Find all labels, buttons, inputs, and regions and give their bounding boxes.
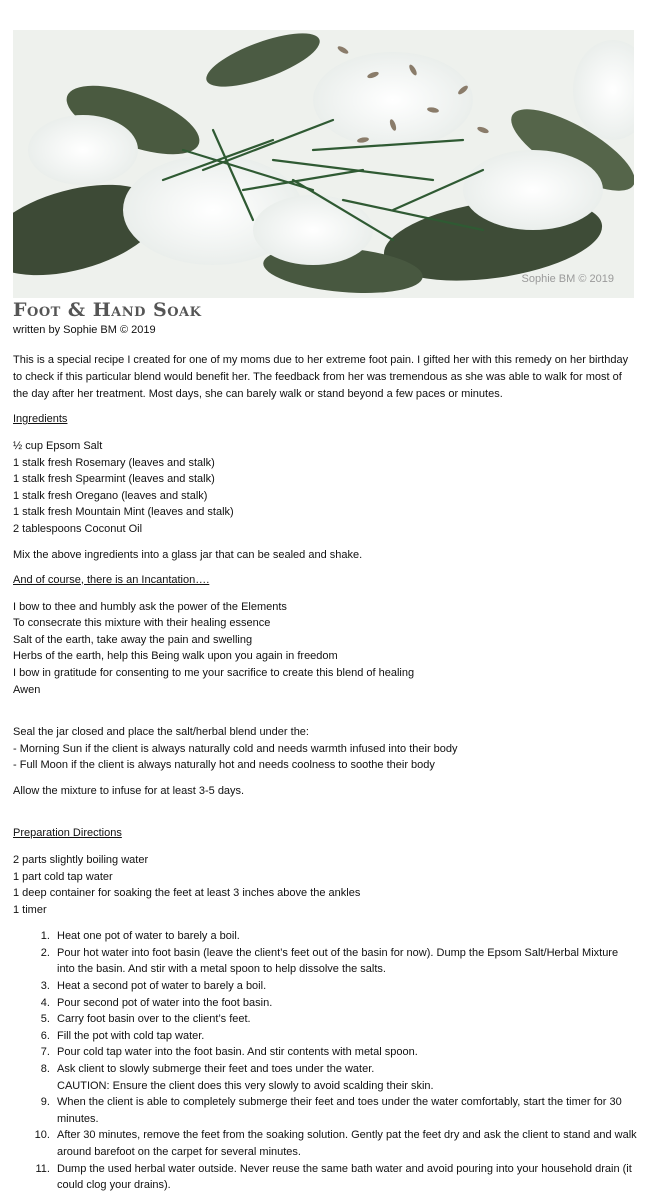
incantation-lines <box>13 599 638 699</box>
incantation-heading: And of course, there is an Incantation…. <box>13 573 210 586</box>
step-item: 5. Carry foot basin over to the client’s feet. <box>53 1011 638 1028</box>
step-item: 8. Ask client to slowly submerge their feet and toes under the water. CAUTION: Ensure the client does this very slowly to avoid scalding their skin. <box>53 1061 638 1094</box>
preparation-heading: Preparation Directions <box>13 826 122 839</box>
step-item: 3. Heat a second pot of water to barely a boil. <box>53 978 638 995</box>
seal-instructions <box>13 724 638 774</box>
ingredients-list <box>13 438 638 538</box>
preparation-items <box>13 852 638 918</box>
list-item: 2 tablespoons Coconut Oil <box>13 522 143 535</box>
page-title: Foot & Hand Soak <box>13 299 202 321</box>
step-item: 1. Heat one pot of water to barely a boil. <box>53 928 638 945</box>
step-item: 6. Fill the pot with cold tap water. <box>53 1028 638 1045</box>
step-item: 11. Dump the used herbal water outside. Never reuse the same bath water and avoid pouring into your household drain (it could clog your drains). <box>53 1161 638 1194</box>
list-item: ½ cup Epsom Salt <box>13 440 103 452</box>
incantation-line: Awen <box>13 683 41 696</box>
byline: written by Sophie BM © 2019 <box>13 324 156 336</box>
list-item: 1 part cold tap water <box>13 870 113 883</box>
list-item: 1 stalk fresh Oregano (leaves and stalk) <box>13 489 208 502</box>
list-item: 2 parts slightly boiling water <box>13 853 149 866</box>
list-item: 1 deep container for soaking the feet at least 3 inches above the ankles <box>13 887 361 900</box>
list-item: 1 stalk fresh Rosemary (leaves and stalk) <box>13 456 215 469</box>
mix-instruction: Mix the above ingredients into a glass jar that can be sealed and shake. <box>13 548 363 561</box>
recipe-document <box>13 297 638 1194</box>
step-item: 10. After 30 minutes, remove the feet from the soaking solution. Gently pat the feet dry and ask the client to stand and walk around barefoot on the carpet for several minutes. <box>53 1127 638 1160</box>
step-item: 4. Pour second pot of water into the foot basin. <box>53 995 638 1012</box>
list-item: 1 stalk fresh Mountain Mint (leaves and stalk) <box>13 506 234 519</box>
incantation-line: To consecrate this mixture with their healing essence <box>13 617 271 630</box>
seal-line: - Full Moon if the client is always naturally hot and needs coolness to soothe their body <box>13 759 435 772</box>
ingredients-heading: Ingredients <box>13 413 68 425</box>
infuse-note: Allow the mixture to infuse for at least 3-5 days. <box>13 784 245 797</box>
hero-photo <box>13 30 634 298</box>
incantation-line: Salt of the earth, take away the pain and swelling <box>13 633 253 646</box>
incantation-line: I bow in gratitude for consenting to me your sacrifice to create this blend of healing <box>13 666 415 679</box>
incantation-line: Herbs of the earth, help this Being walk upon you again in freedom <box>13 650 338 663</box>
step-item: 2. Pour hot water into foot basin (leave the client’s feet out of the basin for now). Dump the Epsom Salt/Herbal Mixture into the basin. And stir with a metal spoon to help dissolve the salts. <box>53 945 638 978</box>
step-item: 7. Pour cold tap water into the foot basin. And stir contents with metal spoon. <box>53 1044 638 1061</box>
preparation-steps <box>13 928 638 1194</box>
list-item: 1 timer <box>13 903 47 916</box>
photo-credit: Sophie BM © 2019 <box>521 273 614 285</box>
list-item: 1 stalk fresh Spearmint (leaves and stalk) <box>13 473 215 486</box>
incantation-line: I bow to thee and humbly ask the power of the Elements <box>13 600 287 613</box>
caution-note: CAUTION: Ensure the client does this very slowly to avoid scalding their skin. <box>57 1079 434 1092</box>
seal-line: Seal the jar closed and place the salt/herbal blend under the: <box>13 726 309 739</box>
seal-line: - Morning Sun if the client is always naturally cold and needs warmth infused into their body <box>13 742 458 755</box>
step-item: 9. When the client is able to completely submerge their feet and toes under the water comfortably, start the timer for 30 minutes. <box>53 1094 638 1127</box>
herb-salt-illustration <box>13 30 634 298</box>
intro-paragraph: This is a special recipe I created for one of my moms due to her extreme foot pain. I gifted her with this remedy on her birthday to check if this particular blend would benefit her. The feedback from her was tremendous as she was able to walk for most of the day after her treatment. Most days, she can barely walk or stand beyond a few paces or minutes. <box>13 354 629 400</box>
